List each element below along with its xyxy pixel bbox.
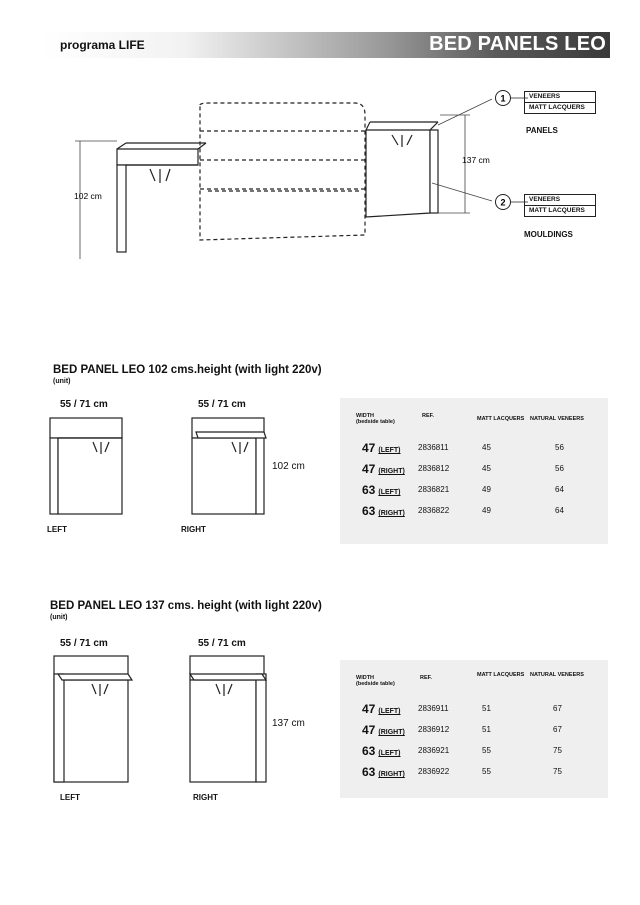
callout-2-caption: MOULDINGS: [524, 230, 573, 239]
section-102-unit: (unit): [53, 378, 71, 385]
row-ref: 2836912: [418, 725, 450, 734]
row-natural: 64: [555, 506, 564, 515]
option-matt-lacquers: MATT LACQUERS: [525, 102, 595, 113]
section-137-panels-drawing: [44, 650, 284, 790]
row-width: 47: [362, 702, 376, 716]
col-width: WIDTH: [356, 413, 375, 419]
row-side: (LEFT): [378, 447, 401, 454]
section-137-left-label: LEFT: [60, 793, 80, 802]
section-137-height: 137 cm: [272, 718, 305, 729]
left-panel-drawing: [117, 143, 206, 252]
row-matt: 55: [482, 746, 491, 755]
section-137-width-right: 55 / 71 cm: [198, 638, 246, 649]
row-ref: 2836812: [418, 464, 450, 473]
row-natural: 56: [555, 464, 564, 473]
col-width: WIDTH: [356, 675, 375, 681]
section-137-right-label: RIGHT: [193, 793, 218, 802]
col-natural: NATURAL VENEERS: [530, 672, 584, 678]
callout-2-options: [524, 194, 596, 217]
section-102-left-label: LEFT: [47, 525, 67, 534]
row-width: 63: [362, 483, 376, 497]
section-137-title: BED PANEL LEO 137 cms. height (with light 220v): [50, 600, 322, 612]
row-width: 63: [362, 765, 376, 779]
row-width: 47: [362, 723, 376, 737]
col-ref: REF.: [420, 675, 432, 681]
row-ref: 2836811: [418, 443, 449, 452]
section-137-price-table: [340, 660, 608, 798]
row-matt: 55: [482, 767, 491, 776]
page-title: BED PANELS LEO: [429, 33, 606, 55]
row-side: (RIGHT): [378, 771, 405, 778]
col-matt: MATT LACQUERS: [477, 672, 525, 678]
col-matt: MATT LACQUERS: [477, 416, 525, 422]
row-natural: 64: [555, 485, 564, 494]
row-width: 63: [362, 504, 376, 518]
height-137-label: 137 cm: [462, 155, 490, 165]
headboard-outline: [200, 103, 365, 240]
col-width-sub: (bedside table): [356, 681, 395, 687]
row-width: 47: [362, 441, 376, 455]
right-panel-drawing: [366, 122, 438, 217]
row-side: (LEFT): [378, 708, 401, 715]
section-102-width-left: 55 / 71 cm: [60, 399, 108, 410]
row-natural: 67: [553, 704, 562, 713]
left-137-panel: [54, 656, 132, 782]
section-102-width-right: 55 / 71 cm: [198, 399, 246, 410]
row-natural: 67: [553, 725, 562, 734]
section-102-title: BED PANEL LEO 102 cms.height (with light 220v): [53, 364, 322, 376]
height-102-label: 102 cm: [74, 191, 102, 201]
section-137-width-left: 55 / 71 cm: [60, 638, 108, 649]
callout-1-options: [524, 91, 596, 114]
row-ref: 2836911: [418, 704, 449, 713]
section-102-panels-drawing: [44, 412, 274, 520]
section-102-height: 102 cm: [272, 461, 305, 472]
section-102-right-label: RIGHT: [181, 525, 206, 534]
row-width: 63: [362, 744, 376, 758]
callout-1-caption: PANELS: [526, 126, 558, 135]
row-ref: 2836821: [418, 485, 450, 494]
row-side: (LEFT): [378, 750, 401, 757]
row-matt: 51: [482, 725, 491, 734]
row-side: (LEFT): [378, 489, 401, 496]
option-veneers: VENEERS: [529, 93, 561, 100]
col-natural: NATURAL VENEERS: [530, 416, 584, 422]
row-matt: 45: [482, 443, 491, 452]
row-natural: 56: [555, 443, 564, 452]
row-matt: 51: [482, 704, 491, 713]
row-matt: 45: [482, 464, 491, 473]
col-width-sub: (bedside table): [356, 419, 395, 425]
row-natural: 75: [553, 746, 562, 755]
section-102-price-table: [340, 398, 608, 544]
option-veneers: VENEERS: [529, 196, 561, 203]
right-137-panel: [190, 656, 266, 782]
row-side: (RIGHT): [378, 468, 405, 475]
row-side: (RIGHT): [378, 510, 405, 517]
section-137-unit: (unit): [50, 614, 68, 621]
right-102-panel: [192, 418, 266, 514]
row-side: (RIGHT): [378, 729, 405, 736]
row-matt: 49: [482, 506, 491, 515]
row-ref: 2836822: [418, 506, 450, 515]
row-natural: 75: [553, 767, 562, 776]
col-ref: REF.: [422, 413, 434, 419]
row-ref: 2836921: [418, 746, 450, 755]
callout-1-number: 1: [500, 93, 506, 104]
option-matt-lacquers: MATT LACQUERS: [525, 205, 595, 216]
program-name: programa LIFE: [60, 38, 145, 52]
row-width: 47: [362, 462, 376, 476]
row-matt: 49: [482, 485, 491, 494]
row-ref: 2836922: [418, 767, 450, 776]
left-102-panel: [50, 418, 122, 514]
callout-2-number: 2: [500, 197, 506, 208]
